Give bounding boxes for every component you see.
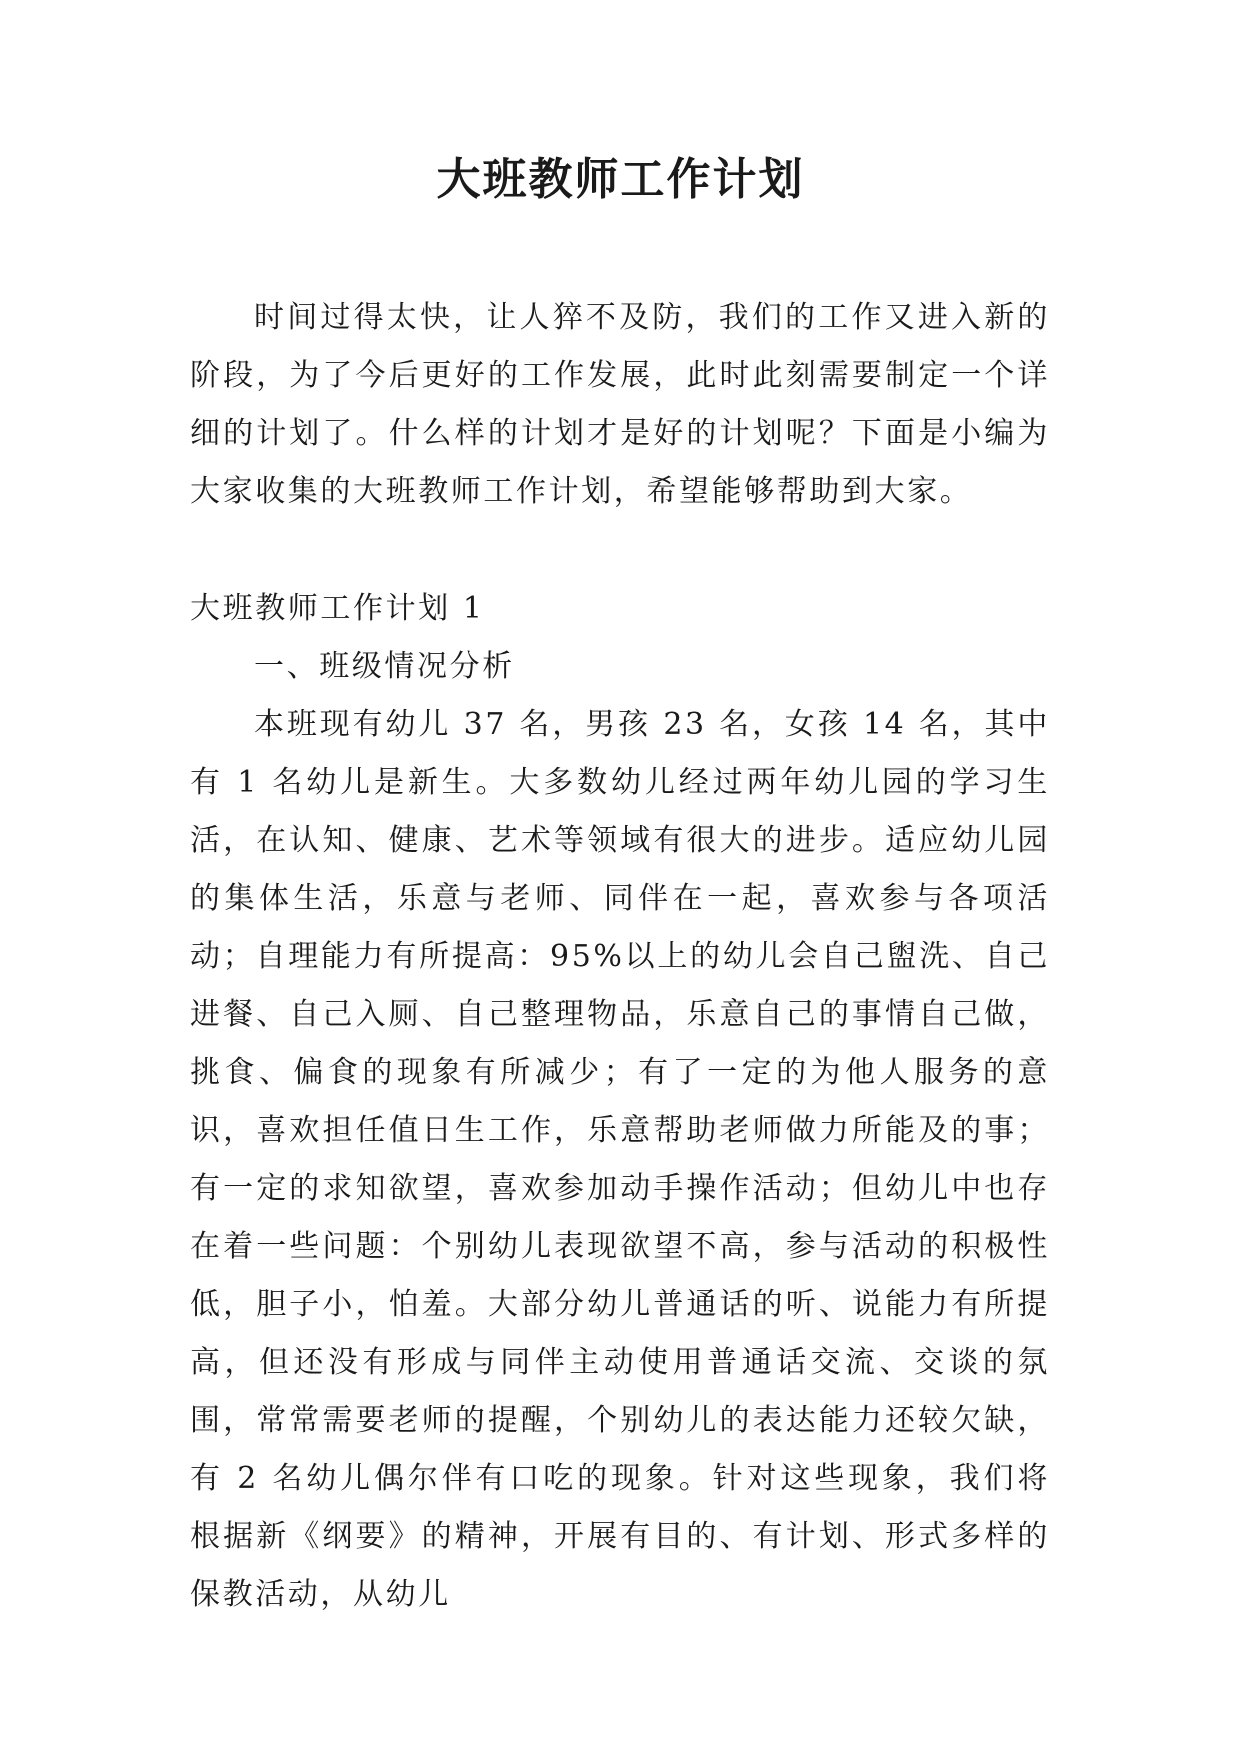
body-paragraph: 本班现有幼儿 37 名，男孩 23 名，女孩 14 名，其中有 1 名幼儿是新生。大多数幼儿经过两年幼儿园的学习生活，在认知、健康、艺术等领域有很大的进步。适应幼儿园的集体生活，乐意与老师、同伴在一起，喜欢参与各项活动；自理能力有所提高：95%以上的幼儿会自己盥洗、自己进餐、自己入厕、自己整理物品，乐意自己的事情自己做，挑食、偏食的现象有所减少；有了一定的为他人服务的意识，喜欢担任值日生工作，乐意帮助老师做力所能及的事；有一定的求知欲望，喜欢参加动手操作活动；但幼儿中也存在着一些问题：个别幼儿表现欲望不高，参与活动的积极性低，胆子小，怕羞。大部分幼儿普通话的听、说能力有所提高，但还没有形成与同伴主动使用普通话交流、交谈的氛围，常常需要老师的提醒，个别幼儿的表达能力还较欠缺，有 2 名幼儿偶尔伴有口吃的现象。针对这些现象，我们将根据新《纲要》的精神，开展有目的、有计划、形式多样的保教活动，从幼儿: [190, 707, 1050, 1612]
page-title: 大班教师工作计划: [436, 154, 805, 205]
section-heading: 大班教师工作计划 1: [190, 591, 485, 626]
sub-heading: 一、班级情况分析: [254, 649, 515, 684]
intro-paragraph: 时间过得太快，让人猝不及防，我们的工作又进入新的阶段，为了今后更好的工作发展，此时此刻需要制定一个详细的计划了。什么样的计划才是好的计划呢？下面是小编为大家收集的大班教师工作计划，希望能够帮助到大家。: [190, 300, 1050, 509]
